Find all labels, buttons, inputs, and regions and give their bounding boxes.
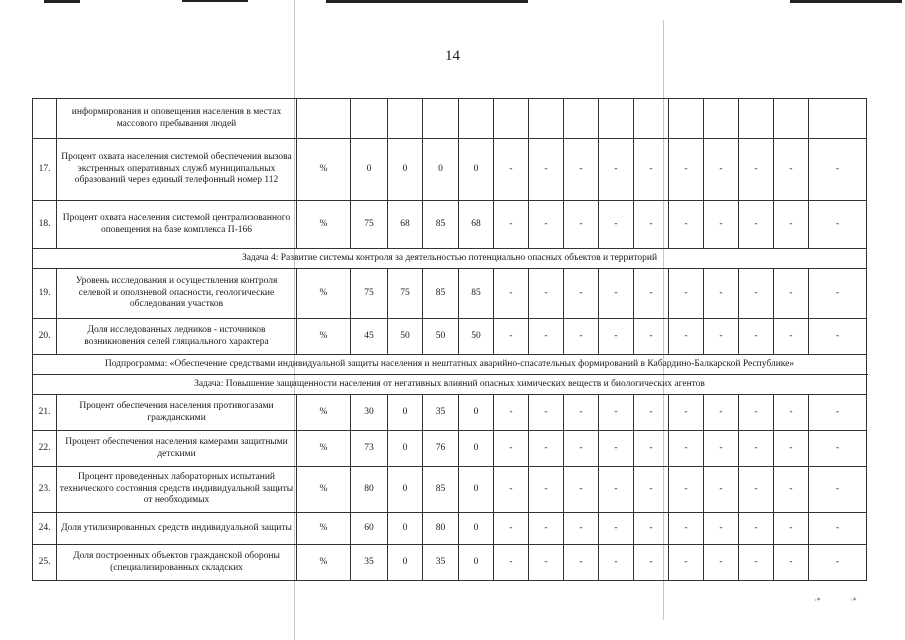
unit-cell: % — [297, 467, 351, 513]
value-cell: - — [739, 513, 774, 545]
value-cell: - — [669, 319, 704, 355]
indicator-name: Доля построенных объектов гражданской обороны (специализированных складских — [57, 545, 297, 581]
value-cell: - — [599, 139, 634, 201]
table-body — [33, 99, 867, 581]
value-cell: - — [774, 513, 809, 545]
value-cell: - — [634, 139, 669, 201]
value-cell: - — [704, 319, 739, 355]
table-row — [33, 139, 867, 201]
value-cell: 35 — [423, 545, 459, 581]
value-cell: 50 — [459, 319, 494, 355]
scan-mark-2: ·* — [850, 596, 857, 605]
row-number: 21. — [33, 395, 57, 431]
value-cell — [669, 99, 704, 139]
value-cell: - — [739, 467, 774, 513]
value-cell: - — [494, 513, 529, 545]
value-cell: 0 — [388, 467, 423, 513]
value-cell: - — [599, 269, 634, 319]
value-cell: 68 — [459, 201, 494, 249]
value-cell: 85 — [423, 201, 459, 249]
row-number: 17. — [33, 139, 57, 201]
value-cell: 60 — [351, 513, 388, 545]
value-cell: - — [564, 201, 599, 249]
value-cell: - — [704, 467, 739, 513]
value-cell — [774, 99, 809, 139]
value-cell: 0 — [388, 139, 423, 201]
top-rule-4 — [790, 0, 902, 3]
top-rule-1 — [44, 0, 80, 3]
value-cell: - — [809, 319, 867, 355]
value-cell: 0 — [459, 431, 494, 467]
value-cell: - — [529, 513, 564, 545]
value-cell: 80 — [351, 467, 388, 513]
value-cell: - — [809, 269, 867, 319]
value-cell: 68 — [388, 201, 423, 249]
value-cell — [704, 99, 739, 139]
indicator-name: Доля утилизированных средств индивидуальной защиты — [57, 513, 297, 545]
table-row — [33, 395, 867, 431]
value-cell: - — [704, 269, 739, 319]
value-cell — [423, 99, 459, 139]
value-cell: 80 — [423, 513, 459, 545]
table-row — [33, 201, 867, 249]
value-cell: - — [634, 431, 669, 467]
value-cell: 30 — [351, 395, 388, 431]
value-cell: - — [704, 513, 739, 545]
value-cell: - — [529, 139, 564, 201]
value-cell: - — [529, 269, 564, 319]
value-cell: - — [599, 319, 634, 355]
value-cell: - — [669, 467, 704, 513]
value-cell: - — [634, 201, 669, 249]
value-cell: - — [494, 395, 529, 431]
value-cell: - — [774, 319, 809, 355]
table-row — [33, 431, 867, 467]
value-cell: - — [774, 201, 809, 249]
value-cell: - — [564, 545, 599, 581]
value-cell: - — [634, 513, 669, 545]
scan-mark-1: ·* — [814, 596, 821, 605]
value-cell: - — [599, 513, 634, 545]
value-cell: 0 — [459, 139, 494, 201]
row-number: 23. — [33, 467, 57, 513]
value-cell: - — [599, 467, 634, 513]
value-cell: - — [634, 395, 669, 431]
value-cell: - — [774, 395, 809, 431]
value-cell — [634, 99, 669, 139]
indicators-table — [32, 98, 867, 581]
value-cell: - — [564, 139, 599, 201]
section-row — [33, 355, 867, 375]
value-cell: - — [634, 319, 669, 355]
unit-cell: % — [297, 269, 351, 319]
value-cell: 45 — [351, 319, 388, 355]
value-cell: - — [634, 269, 669, 319]
section-row — [33, 249, 867, 269]
value-cell: 0 — [388, 513, 423, 545]
value-cell: - — [599, 201, 634, 249]
value-cell: 35 — [423, 395, 459, 431]
value-cell: 0 — [388, 431, 423, 467]
page-number: 14 — [445, 48, 460, 64]
value-cell: - — [739, 139, 774, 201]
value-cell: - — [809, 201, 867, 249]
value-cell: 75 — [388, 269, 423, 319]
value-cell: - — [809, 395, 867, 431]
value-cell: 0 — [423, 139, 459, 201]
value-cell — [388, 99, 423, 139]
value-cell: - — [494, 467, 529, 513]
top-rule-3 — [326, 0, 528, 3]
indicator-name: Уровень исследования и осуществления контроля селевой и оползневой опасности, геологические обследования участков — [57, 269, 297, 319]
value-cell — [564, 99, 599, 139]
value-cell: - — [704, 201, 739, 249]
value-cell: 85 — [423, 467, 459, 513]
value-cell — [809, 99, 867, 139]
indicator-name: Процент охвата населения системой централизованного оповещения на базе комплекса П-166 — [57, 201, 297, 249]
indicator-name: Процент обеспечения населения камерами защитными детскими — [57, 431, 297, 467]
value-cell: - — [739, 319, 774, 355]
row-number: 25. — [33, 545, 57, 581]
value-cell: - — [704, 139, 739, 201]
value-cell — [351, 99, 388, 139]
indicator-name: Процент проведенных лабораторных испытаний технического состояния средств индивидуальной защиты от необходимых — [57, 467, 297, 513]
unit-cell: % — [297, 319, 351, 355]
value-cell: - — [739, 201, 774, 249]
section-title: Задача: Повышение защищенности населения от негативных влияний опасных химических веществ и биологических агентов — [33, 375, 867, 395]
value-cell: 0 — [459, 513, 494, 545]
value-cell — [529, 99, 564, 139]
value-cell: - — [669, 201, 704, 249]
unit-cell: % — [297, 431, 351, 467]
value-cell: - — [529, 431, 564, 467]
value-cell: - — [669, 139, 704, 201]
table-row — [33, 545, 867, 581]
table-row — [33, 513, 867, 545]
value-cell: - — [739, 431, 774, 467]
indicator-name: Процент обеспечения населения противогазами гражданскими — [57, 395, 297, 431]
value-cell: - — [494, 319, 529, 355]
value-cell — [494, 99, 529, 139]
value-cell: 75 — [351, 269, 388, 319]
unit-cell — [297, 99, 351, 139]
value-cell: - — [774, 467, 809, 513]
value-cell: - — [564, 467, 599, 513]
value-cell: - — [564, 319, 599, 355]
value-cell: - — [739, 395, 774, 431]
value-cell: - — [564, 431, 599, 467]
value-cell: - — [564, 269, 599, 319]
value-cell: 0 — [388, 395, 423, 431]
value-cell: - — [739, 269, 774, 319]
top-rule-2 — [182, 0, 248, 2]
value-cell: - — [809, 139, 867, 201]
value-cell: - — [774, 431, 809, 467]
section-title: Задача 4: Развитие системы контроля за деятельностью потенциально опасных объектов и территорий — [33, 249, 867, 269]
value-cell: 50 — [388, 319, 423, 355]
value-cell: - — [809, 467, 867, 513]
value-cell: - — [704, 395, 739, 431]
value-cell: 0 — [459, 545, 494, 581]
value-cell: 0 — [459, 395, 494, 431]
value-cell: - — [669, 395, 704, 431]
section-row — [33, 375, 867, 395]
unit-cell: % — [297, 513, 351, 545]
value-cell: - — [634, 467, 669, 513]
indicator-name: Доля исследованных ледников - источников возникновения селей гляциального характера — [57, 319, 297, 355]
row-number: 18. — [33, 201, 57, 249]
value-cell: 73 — [351, 431, 388, 467]
table-row — [33, 319, 867, 355]
value-cell: - — [529, 467, 564, 513]
value-cell: 50 — [423, 319, 459, 355]
value-cell: - — [564, 395, 599, 431]
value-cell: - — [564, 513, 599, 545]
value-cell: - — [704, 431, 739, 467]
unit-cell: % — [297, 139, 351, 201]
value-cell: - — [494, 431, 529, 467]
row-number: 19. — [33, 269, 57, 319]
value-cell: - — [809, 513, 867, 545]
value-cell: - — [494, 201, 529, 249]
value-cell: - — [494, 269, 529, 319]
value-cell: - — [529, 201, 564, 249]
value-cell: - — [774, 545, 809, 581]
value-cell: 85 — [423, 269, 459, 319]
row-number: 22. — [33, 431, 57, 467]
value-cell: 0 — [388, 545, 423, 581]
value-cell: 75 — [351, 201, 388, 249]
value-cell: 0 — [459, 467, 494, 513]
value-cell: - — [774, 269, 809, 319]
value-cell — [739, 99, 774, 139]
value-cell: - — [809, 431, 867, 467]
value-cell: - — [809, 545, 867, 581]
value-cell: - — [669, 431, 704, 467]
value-cell: - — [669, 545, 704, 581]
value-cell: - — [599, 545, 634, 581]
value-cell: - — [669, 269, 704, 319]
value-cell: 76 — [423, 431, 459, 467]
indicator-name: информирования и оповещения населения в местах массового пребывания людей — [57, 99, 297, 139]
table-row — [33, 269, 867, 319]
value-cell: - — [669, 513, 704, 545]
row-number: 20. — [33, 319, 57, 355]
value-cell: - — [704, 545, 739, 581]
value-cell — [459, 99, 494, 139]
value-cell: - — [774, 139, 809, 201]
value-cell: - — [529, 395, 564, 431]
value-cell: - — [529, 319, 564, 355]
value-cell: 35 — [351, 545, 388, 581]
row-number — [33, 99, 57, 139]
value-cell: 0 — [351, 139, 388, 201]
value-cell: - — [494, 545, 529, 581]
value-cell: - — [599, 431, 634, 467]
value-cell — [599, 99, 634, 139]
value-cell: - — [739, 545, 774, 581]
table-row — [33, 467, 867, 513]
unit-cell: % — [297, 395, 351, 431]
value-cell: - — [599, 395, 634, 431]
value-cell: - — [634, 545, 669, 581]
value-cell: - — [529, 545, 564, 581]
table-row — [33, 99, 867, 139]
section-title: Подпрограмма: «Обеспечение средствами индивидуальной защиты населения и нештатных аварийно-спасательных формирований в Кабардино-Балкарской Республике» — [33, 355, 867, 375]
row-number: 24. — [33, 513, 57, 545]
value-cell: - — [494, 139, 529, 201]
value-cell: 85 — [459, 269, 494, 319]
indicator-name: Процент охвата населения системой обеспечения вызова экстренных оперативных служб муниципальных образований через единый телефонный номер 112 — [57, 139, 297, 201]
unit-cell: % — [297, 201, 351, 249]
unit-cell: % — [297, 545, 351, 581]
